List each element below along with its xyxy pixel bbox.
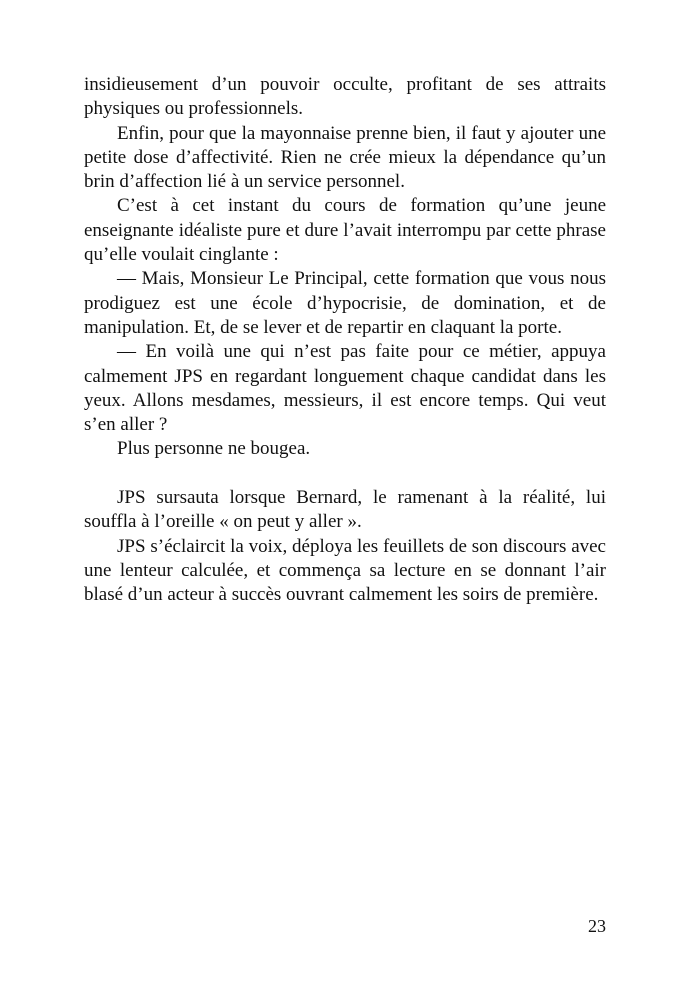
body-text — [84, 73, 606, 608]
paragraph-continuation: insidieusement d’un pouvoir occulte, profitant de ses attraits physiques ou professionnels. — [84, 74, 606, 120]
page-number: 23 — [588, 916, 606, 936]
paragraph-dialogue-teacher: — Mais, Monsieur Le Principal, cette formation que vous nous prodiguez est une école d’hypocrisie, de domination, et de manipulation. Et, de se lever et de repartir en claquant la porte. — [84, 268, 606, 338]
paragraph-mayonnaise: Enfin, pour que la mayonnaise prenne bien, il faut y ajouter une petite dose d’affectivité. Rien ne crée mieux la dépendance qu’un brin d’affection lié à un service personnel. — [84, 122, 606, 193]
paragraph-nobody-moved: Plus personne ne bougea. — [117, 438, 311, 460]
paragraph-bernard: JPS sursauta lorsque Bernard, le ramenant à la réalité, lui souffla à l’oreille « on peut y aller ». — [84, 487, 606, 533]
paragraph-formation: C’est à cet instant du cours de formation qu’une jeune enseignante idéaliste pure et dure l’avait interrompu par cette phrase qu’elle voulait cinglante : — [84, 195, 606, 266]
section-break — [84, 462, 606, 486]
paragraph-dialogue-jps: — En voilà une qui n’est pas faite pour ce métier, appuya calmement JPS en regardant longuement chaque candidat dans les yeux. Allons mesdames, messieurs, il est encore temps. Qui veut s’en aller ? — [84, 341, 606, 436]
paragraph-speech: JPS s’éclaircit la voix, déploya les feuillets de son discours avec une lenteur calculée, et commença sa lecture en se donnant l’air blasé d’un acteur à succès ouvrant calmement les soirs de première. — [84, 535, 606, 606]
